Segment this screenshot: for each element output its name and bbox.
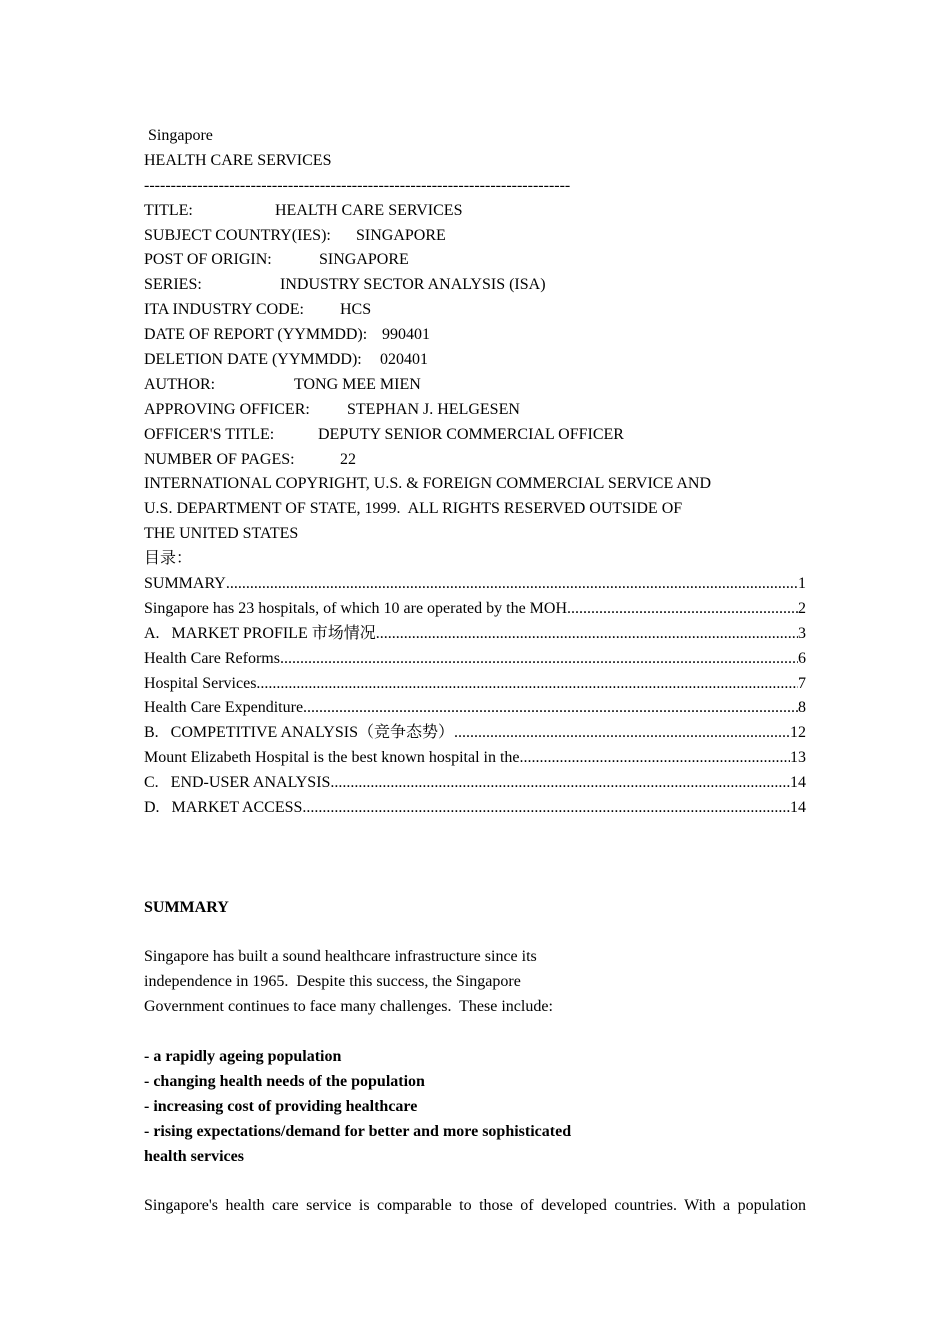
meta-subject-country <box>144 224 806 249</box>
meta-value: TONG MEE MIEN <box>294 375 421 393</box>
spacer <box>144 1169 806 1194</box>
meta-officers-title <box>144 423 806 448</box>
challenge-item: - a rapidly ageing population <box>144 1047 342 1065</box>
toc-entry-market-profile[interactable] <box>144 622 806 647</box>
meta-value: 990401 <box>382 326 430 344</box>
toc-entry-page: 7 <box>798 674 806 692</box>
toc-entry-label: Health Care Expenditure <box>144 699 304 717</box>
summary-intro-line: Singapore has built a sound healthcare infrastructure since its <box>144 948 537 966</box>
copyright-line: U.S. DEPARTMENT OF STATE, 1999. ALL RIGHTS RESERVED OUTSIDE OF <box>144 500 683 518</box>
toc-leader-dots <box>256 672 798 697</box>
toc-leader-dots <box>330 771 790 796</box>
meta-deletion-date <box>144 348 806 373</box>
toc-entry-summary[interactable] <box>144 572 806 597</box>
toc-heading: 目录： <box>144 550 193 568</box>
meta-approving-officer <box>144 398 806 423</box>
document-title: HEALTH CARE SERVICES <box>144 151 332 169</box>
challenge-item: - increasing cost of providing healthcare <box>144 1097 418 1115</box>
meta-key: TITLE: <box>144 201 193 219</box>
meta-series <box>144 273 806 298</box>
toc-leader-dots <box>454 721 790 746</box>
toc-entry-page: 8 <box>798 699 806 717</box>
meta-key: DELETION DATE (YYMMDD): <box>144 351 362 369</box>
meta-key: POST OF ORIGIN: <box>144 251 272 269</box>
meta-key: APPROVING OFFICER: <box>144 400 310 418</box>
toc-entry-label: A. MARKET PROFILE 市场情况 <box>144 624 376 642</box>
toc-entry-label: B. COMPETITIVE ANALYSIS（竞争态势） <box>144 724 454 742</box>
separator-rule: -------------------------------------------------------------------------------- <box>144 176 571 194</box>
meta-value: 020401 <box>380 351 428 369</box>
meta-key: DATE OF REPORT (YYMMDD): <box>144 326 368 344</box>
summary-intro-line: Government continues to face many challenges. These include: <box>144 998 553 1016</box>
summary-heading: SUMMARY <box>144 898 229 916</box>
toc-leader-dots <box>303 696 798 721</box>
challenge-item: - rising expectations/demand for better and more sophisticated <box>144 1122 572 1140</box>
toc-leader-dots <box>302 796 790 821</box>
spacer <box>144 1020 806 1045</box>
meta-author <box>144 373 806 398</box>
meta-title <box>144 199 806 224</box>
country: Singapore <box>148 127 213 144</box>
meta-key: ITA INDUSTRY CODE: <box>144 301 304 319</box>
toc-entry-health-care-expenditure[interactable] <box>144 696 806 721</box>
meta-value: SINGAPORE <box>319 251 409 269</box>
copyright-line: THE UNITED STATES <box>144 525 299 543</box>
toc-entry-label: Hospital Services <box>144 674 257 692</box>
meta-key: SUBJECT COUNTRY(IES): <box>144 226 331 244</box>
country-line <box>144 124 806 149</box>
toc-entry-label: Health Care Reforms <box>144 649 280 667</box>
meta-value: SINGAPORE <box>356 226 446 244</box>
document-page <box>144 124 806 1219</box>
toc-entry-label: D. MARKET ACCESS <box>144 799 303 817</box>
meta-key: SERIES: <box>144 276 202 294</box>
spacer <box>144 846 806 871</box>
meta-key: AUTHOR: <box>144 375 216 393</box>
toc-entry-page: 3 <box>798 624 806 642</box>
toc-entry-page: 6 <box>798 649 806 667</box>
meta-post-of-origin <box>144 248 806 273</box>
toc-leader-dots <box>226 572 798 597</box>
meta-date-of-report <box>144 323 806 348</box>
toc-entry-market-access[interactable] <box>144 796 806 821</box>
toc-leader-dots <box>520 746 790 771</box>
toc-entry-mount-elizabeth[interactable] <box>144 746 806 771</box>
toc-entry-page: 12 <box>790 724 806 742</box>
toc-entry-page: 13 <box>790 749 806 767</box>
toc-entry-label: Singapore has 23 hospitals, of which 10 are operated by the MOH <box>144 599 568 617</box>
toc-entry-page: 2 <box>798 599 806 617</box>
spacer <box>144 821 806 846</box>
toc-entry-hospitals[interactable] <box>144 597 806 622</box>
challenge-item: health services <box>144 1147 244 1165</box>
meta-key: NUMBER OF PAGES: <box>144 450 295 468</box>
copyright-line: INTERNATIONAL COPYRIGHT, U.S. & FOREIGN COMMERCIAL SERVICE AND <box>144 475 712 493</box>
toc-entry-label: C. END-USER ANALYSIS <box>144 774 331 792</box>
spacer <box>144 871 806 896</box>
summary-intro-line: independence in 1965. Despite this success, the Singapore <box>144 973 521 991</box>
toc-entry-end-user-analysis[interactable] <box>144 771 806 796</box>
challenge-item: - changing health needs of the population <box>144 1072 425 1090</box>
summary-closing-line: Singapore's health care service is comparable to those of developed countries. With a population <box>144 1197 806 1215</box>
toc-entry-page: 14 <box>790 774 806 792</box>
toc-entry-health-care-reforms[interactable] <box>144 647 806 672</box>
toc-leader-dots <box>280 647 798 672</box>
meta-value: STEPHAN J. HELGESEN <box>347 400 520 418</box>
meta-value: HEALTH CARE SERVICES <box>275 201 463 219</box>
toc-entry-page: 1 <box>798 575 806 593</box>
toc-entry-hospital-services[interactable] <box>144 672 806 697</box>
meta-ita-industry-code <box>144 298 806 323</box>
meta-key: OFFICER'S TITLE: <box>144 425 275 443</box>
meta-number-of-pages <box>144 448 806 473</box>
toc-entry-label: SUMMARY <box>144 575 226 593</box>
meta-value: INDUSTRY SECTOR ANALYSIS (ISA) <box>280 276 546 294</box>
toc-entry-label: Mount Elizabeth Hospital is the best known hospital in the <box>144 749 520 767</box>
toc-entry-competitive-analysis[interactable] <box>144 721 806 746</box>
toc-leader-dots <box>376 622 798 647</box>
toc-entry-page: 14 <box>790 799 806 817</box>
spacer <box>144 921 806 946</box>
meta-value: HCS <box>340 301 372 319</box>
meta-value: DEPUTY SENIOR COMMERCIAL OFFICER <box>318 425 624 443</box>
toc-leader-dots <box>567 597 798 622</box>
meta-value: 22 <box>340 450 356 468</box>
